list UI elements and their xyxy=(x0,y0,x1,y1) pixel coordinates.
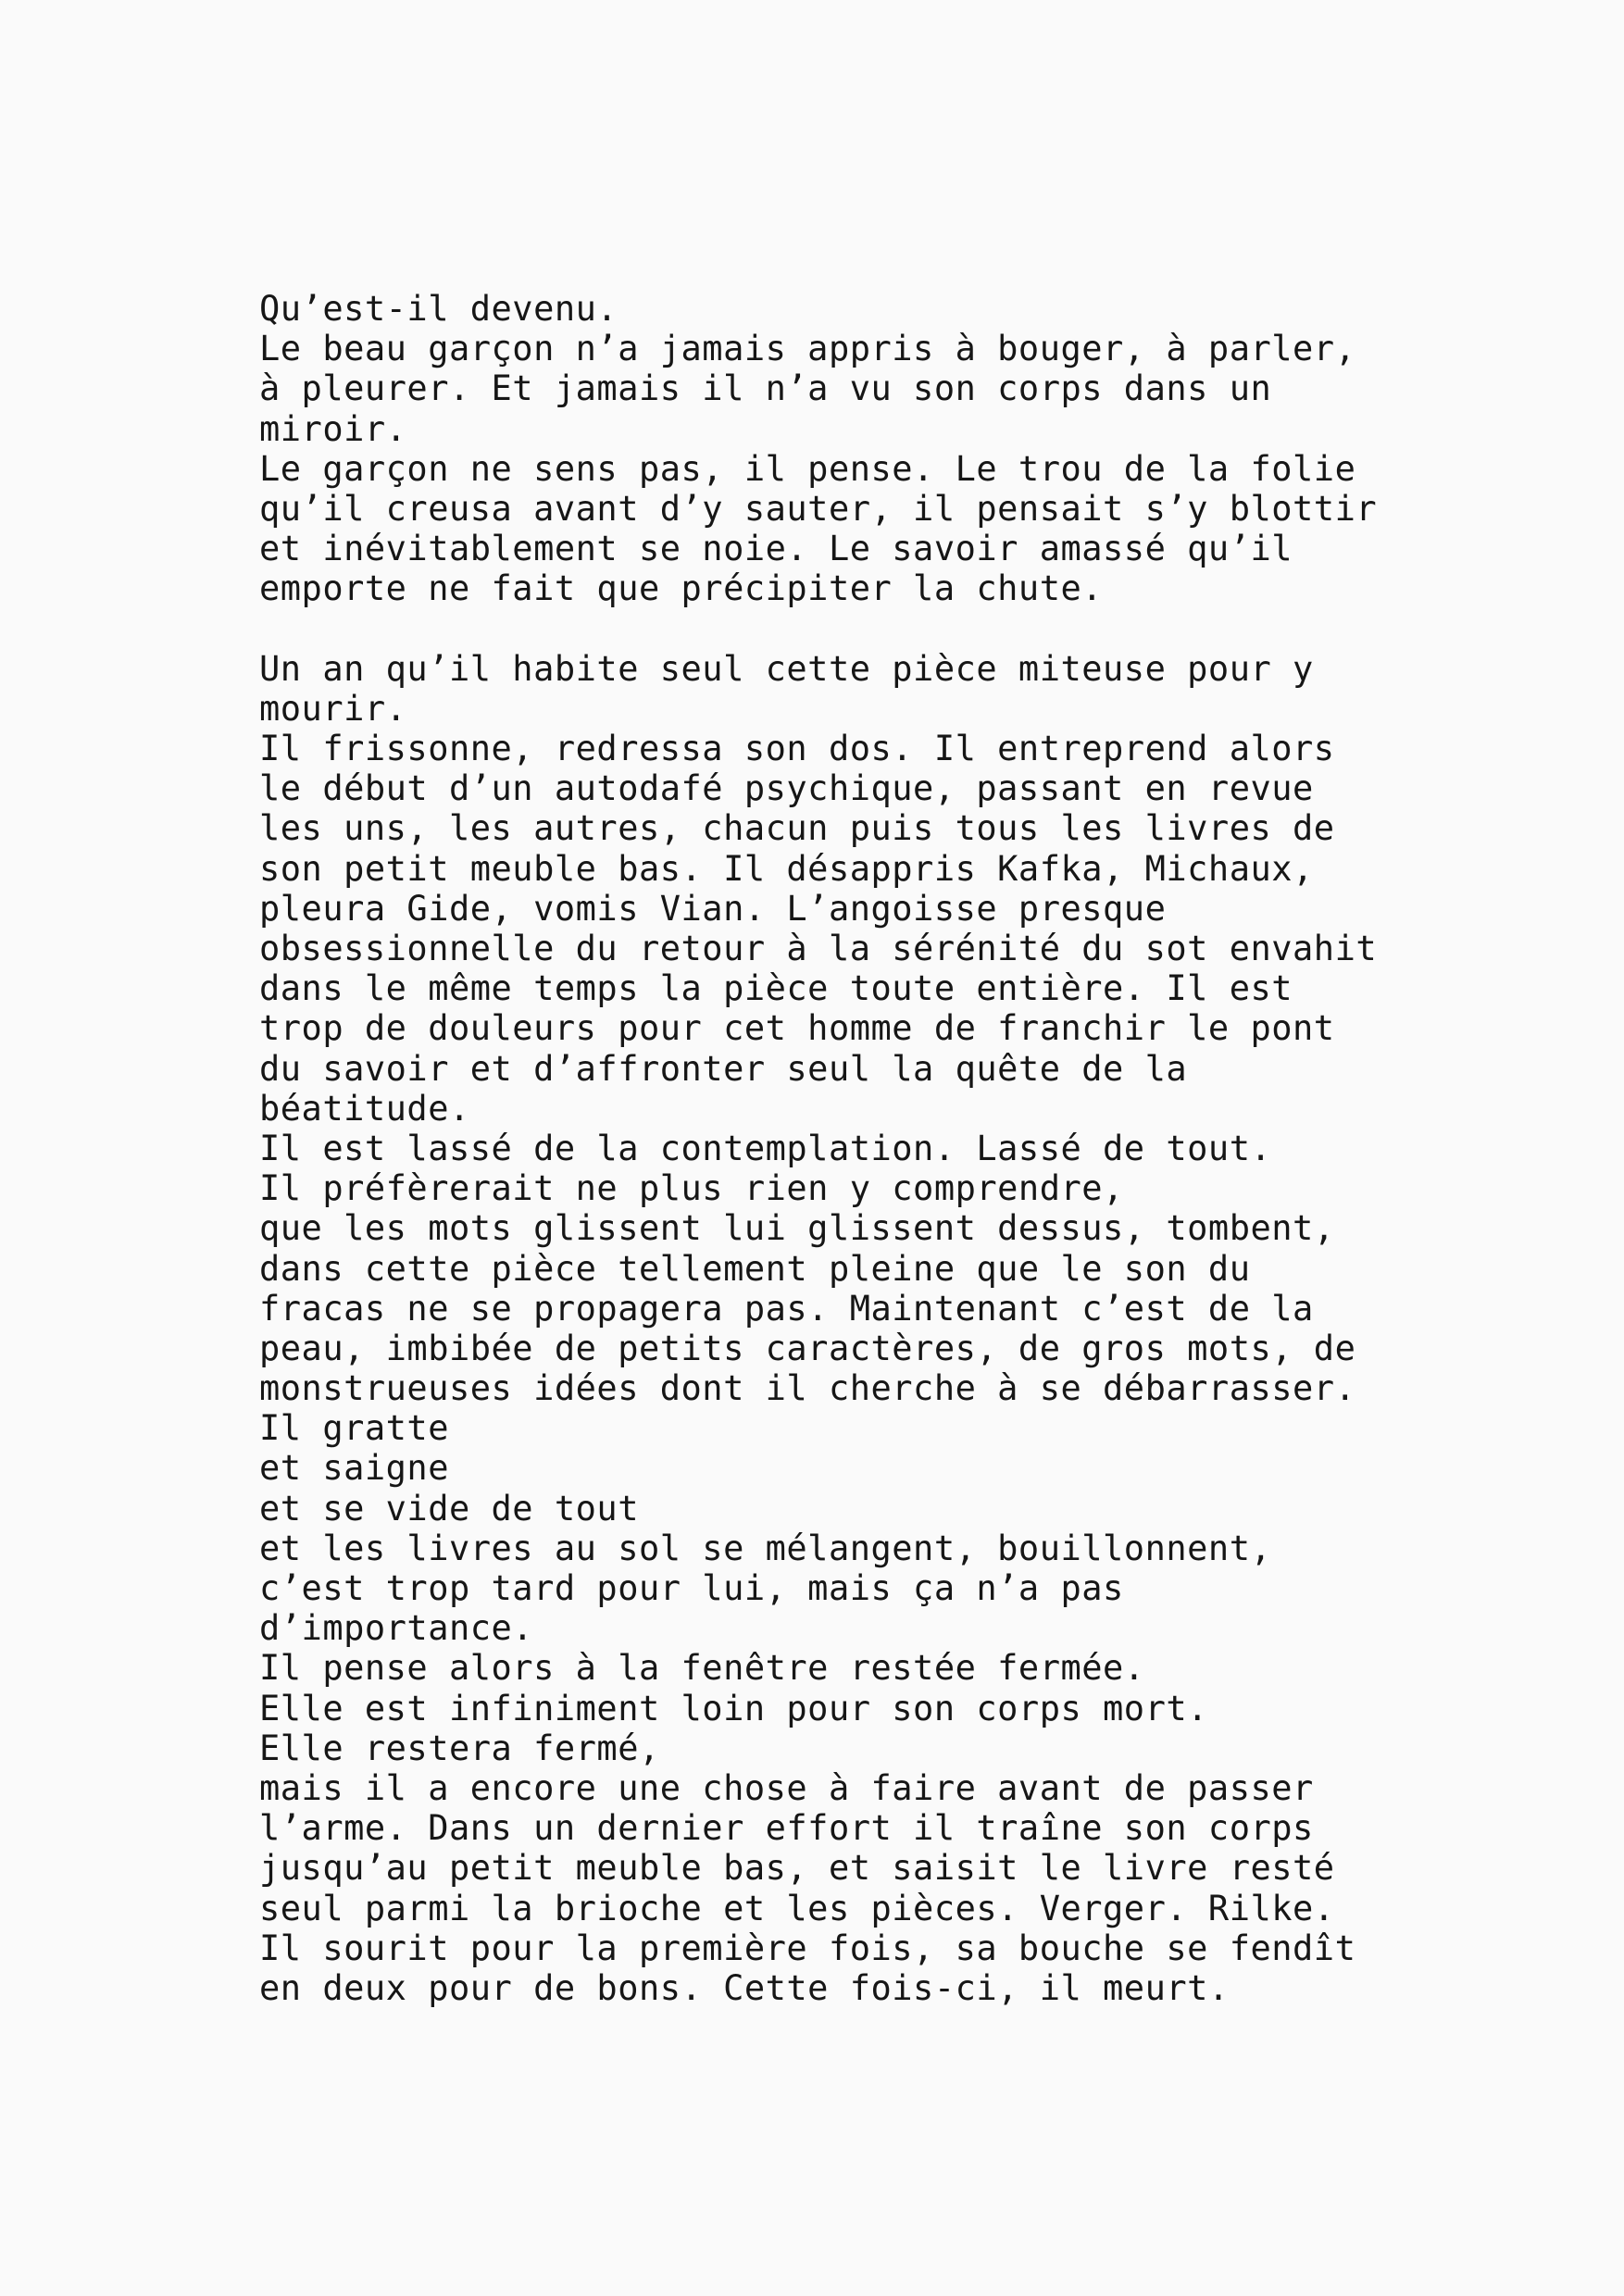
text-line: son petit meuble bas. Il désappris Kafka, Michaux, xyxy=(259,848,1314,889)
text-line: et inévitablement se noie. Le savoir amassé qu’il xyxy=(259,529,1293,569)
text-line: à pleurer. Et jamais il n’a vu son corps dans un xyxy=(259,368,1272,409)
text-line: jusqu’au petit meuble bas, et saisit le livre resté xyxy=(259,1848,1335,1889)
text-line: béatitude. xyxy=(259,1088,470,1129)
text-line: miroir. xyxy=(259,408,407,449)
text-line: Elle restera fermé, xyxy=(259,1728,660,1768)
text-line: Il pense alors à la fenêtre restée fermée. xyxy=(259,1648,1145,1689)
text-line: pleura Gide, vomis Vian. L’angoisse presque xyxy=(259,888,1167,929)
blank-line xyxy=(259,609,1463,649)
text-line: obsessionnelle du retour à la sérénité du sot envahit xyxy=(259,929,1378,968)
text-line: Il préfèrerait ne plus rien y comprendre, xyxy=(259,1168,1124,1209)
text-line: en deux pour de bons. Cette fois-ci, il meurt. xyxy=(259,1967,1230,2008)
text-line: Il gratte xyxy=(259,1408,449,1449)
text-line: du savoir et d’affronter seul la quête de la xyxy=(259,1048,1188,1089)
text-line: Il frissonne, redressa son dos. Il entreprend alors xyxy=(259,729,1335,769)
text-line: Il est lassé de la contemplation. Lassé de tout. xyxy=(259,1128,1272,1168)
text-line: Il sourit pour la première fois, sa bouche se fendît xyxy=(259,1928,1356,1968)
text-line: trop de douleurs pour cet homme de franchir le pont xyxy=(259,1008,1335,1049)
text-line: mais il a encore une chose à faire avant de passer xyxy=(259,1767,1314,1808)
text-line: peau, imbibée de petits caractères, de gros mots, de xyxy=(259,1328,1356,1368)
text-line: que les mots glissent lui glissent dessus, tombent, xyxy=(259,1208,1335,1249)
document-text xyxy=(259,289,1463,2008)
text-line: le début d’un autodafé psychique, passant en revue xyxy=(259,768,1314,809)
text-line: et saigne xyxy=(259,1448,449,1489)
text-line: c’est trop tard pour lui, mais ça n’a pas xyxy=(259,1568,1124,1608)
text-line: emporte ne fait que précipiter la chute. xyxy=(259,568,1104,609)
text-line: seul parmi la brioche et les pièces. Verger. Rilke. xyxy=(259,1888,1335,1928)
text-line: qu’il creusa avant d’y sauter, il pensait s’y blottir xyxy=(259,488,1378,529)
text-line: Qu’est-il devenu. xyxy=(259,289,618,329)
text-line: monstrueuses idées dont il cherche à se débarrasser. xyxy=(259,1368,1356,1409)
text-line: l’arme. Dans un dernier effort il traîne son corps xyxy=(259,1808,1314,1849)
text-line: Le beau garçon n’a jamais appris à bouger, à parler, xyxy=(259,329,1356,369)
text-line: d’importance. xyxy=(259,1608,534,1649)
text-line: mourir. xyxy=(259,688,407,729)
text-line: fracas ne se propagera pas. Maintenant c’est de la xyxy=(259,1288,1314,1329)
text-line: et les livres au sol se mélangent, bouillonnent, xyxy=(259,1528,1272,1568)
text-line: Elle est infiniment loin pour son corps mort. xyxy=(259,1688,1208,1728)
text-line: et se vide de tout xyxy=(259,1488,639,1529)
text-line: Le garçon ne sens pas, il pense. Le trou de la folie xyxy=(259,448,1356,489)
text-line: dans cette pièce tellement pleine que le son du xyxy=(259,1248,1251,1289)
text-line: dans le même temps la pièce toute entière. Il est xyxy=(259,968,1293,1009)
text-line: Un an qu’il habite seul cette pièce miteuse pour y xyxy=(259,648,1314,689)
text-line: les uns, les autres, chacun puis tous les livres de xyxy=(259,808,1335,849)
